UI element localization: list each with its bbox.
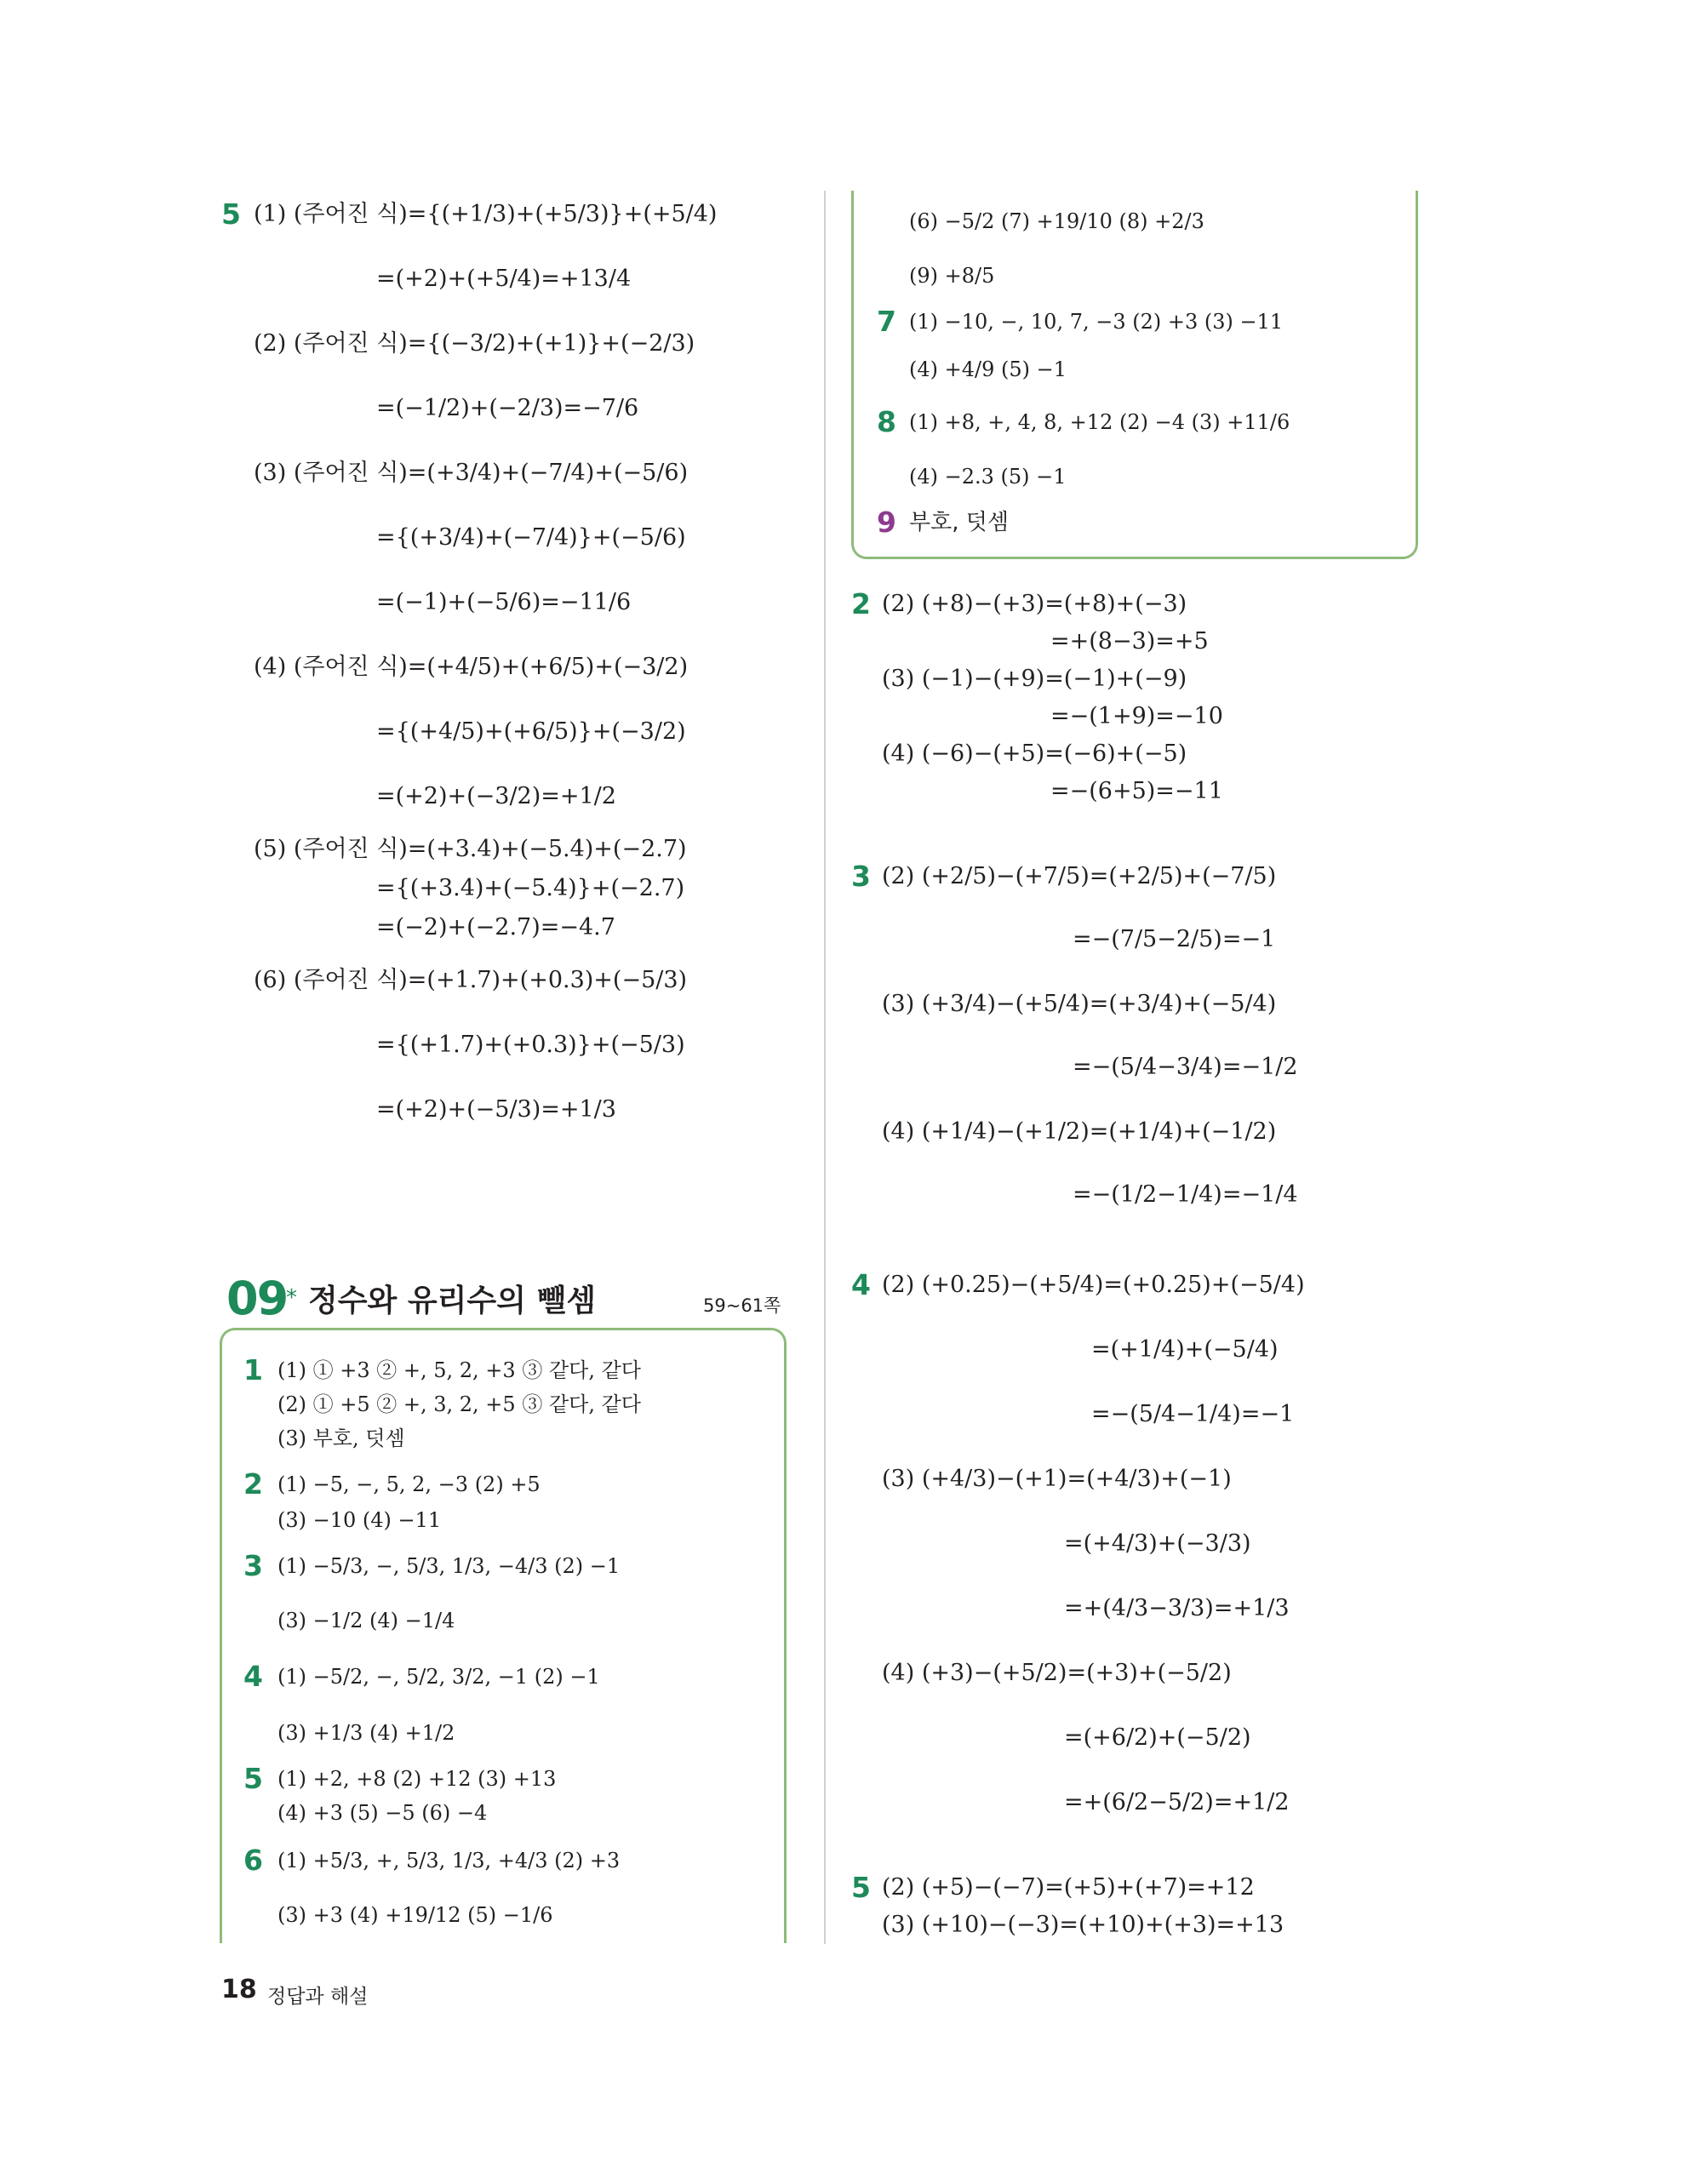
solution-line: (2) (주어진 식)={(−3/2)+(+1)}+(−2/3) [254,330,695,357]
solution-line: (2) (+0.25)−(+5/4)=(+0.25)+(−5/4) [882,1272,1305,1298]
problem-number: 2 [243,1467,263,1501]
solution-line: =(−1/2)+(−2/3)=−7/6 [376,395,639,421]
solution-line: =(+4/3)+(−3/3) [1064,1530,1251,1557]
solution-line: =(+2)+(+5/4)=+13/4 [376,266,632,292]
solution-line: =−(7/5−2/5)=−1 [1073,926,1276,952]
answer-line: (3) 부호, 덧셈 [277,1426,405,1450]
solution-line: (3) (−1)−(+9)=(−1)+(−9) [882,666,1187,692]
problem-number: 9 [877,506,896,539]
answer-line: (1) ① +3 ② +, 5, 2, +3 ③ 같다, 같다 [277,1358,641,1382]
answer-line: (1) +8, +, 4, 8, +12 (2) −4 (3) +11/6 [909,410,1290,434]
answer-line: (3) +1/3 (4) +1/2 [277,1721,455,1745]
solution-line: (3) (+10)−(−3)=(+10)+(+3)=+13 [882,1912,1284,1938]
problem-number: 3 [243,1549,263,1582]
section-title: 정수와 유리수의 뺄셈 [308,1284,597,1318]
page-number: 18 [221,1975,257,2004]
section-number: 09 [226,1272,288,1325]
answer-line: (2) ① +5 ② +, 3, 2, +5 ③ 같다, 같다 [277,1392,641,1416]
solution-line: =(−2)+(−2.7)=−4.7 [376,914,615,940]
solution-line: (4) (+1/4)−(+1/2)=(+1/4)+(−1/2) [882,1118,1277,1145]
solution-line: =(+2)+(−3/2)=+1/2 [376,783,616,809]
problem-number: 8 [877,405,896,438]
problem-number: 2 [851,587,871,620]
section-star-icon: * [286,1285,297,1311]
solution-line: ={(+3.4)+(−5.4)}+(−2.7) [376,875,685,901]
problem-number: 6 [243,1844,263,1877]
problem-number: 5 [851,1871,871,1904]
problem-number: 1 [243,1353,263,1386]
solution-line: (4) (−6)−(+5)=(−6)+(−5) [882,740,1187,767]
solution-line: =+(6/2−5/2)=+1/2 [1064,1789,1290,1815]
solution-line: (2) (+8)−(+3)=(+8)+(−3) [882,591,1187,617]
solution-line: ={(+1.7)+(+0.3)}+(−5/3) [376,1032,685,1058]
solution-line: =(−1)+(−5/6)=−11/6 [376,589,632,615]
solution-line: =−(6+5)=−11 [1050,778,1223,804]
solution-line: =(+6/2)+(−5/2) [1064,1724,1251,1751]
solution-line: (3) (주어진 식)=(+3/4)+(−7/4)+(−5/6) [254,460,689,486]
solution-line: =(+2)+(−5/3)=+1/3 [376,1096,616,1123]
problem-number: 5 [221,197,241,231]
solution-line: (4) (주어진 식)=(+4/5)+(+6/5)+(−3/2) [254,654,689,680]
solution-line: (5) (주어진 식)=(+3.4)+(−5.4)+(−2.7) [254,836,687,862]
solution-line: =+(4/3−3/3)=+1/3 [1064,1595,1290,1621]
column-divider [824,191,826,1944]
answer-line: (3) −1/2 (4) −1/4 [277,1609,455,1632]
solution-line: (2) (+5)−(−7)=(+5)+(+7)=+12 [882,1874,1255,1901]
answer-line: (9) +8/5 [909,264,995,288]
answer-line: (6) −5/2 (7) +19/10 (8) +2/3 [909,209,1204,233]
solution-line: (1) (주어진 식)={(+1/3)+(+5/3)}+(+5/4) [254,201,718,227]
section-pages: 59~61쪽 [703,1295,781,1316]
problem-number: 5 [243,1762,263,1795]
solution-line: =(+1/4)+(−5/4) [1091,1336,1279,1363]
problem-number: 3 [851,860,871,893]
problem-number: 7 [877,305,896,338]
solution-line: =−(1+9)=−10 [1050,703,1223,729]
solution-line: ={(+3/4)+(−7/4)}+(−5/6) [376,524,686,551]
solution-line: =−(5/4−3/4)=−1/2 [1073,1054,1298,1080]
answer-line: (3) −10 (4) −11 [277,1508,442,1532]
solution-line: ={(+4/5)+(+6/5)}+(−3/2) [376,718,686,745]
answer-line: (1) −5/2, −, 5/2, 3/2, −1 (2) −1 [277,1665,600,1689]
problem-number: 4 [851,1268,871,1301]
answer-line: (1) −10, −, 10, 7, −3 (2) +3 (3) −11 [909,310,1284,334]
solution-line: (6) (주어진 식)=(+1.7)+(+0.3)+(−5/3) [254,967,688,993]
answer-line: (1) −5, −, 5, 2, −3 (2) +5 [277,1472,541,1496]
answer-line: (3) +3 (4) +19/12 (5) −1/6 [277,1903,553,1927]
solution-line: (3) (+3/4)−(+5/4)=(+3/4)+(−5/4) [882,991,1277,1017]
footer-label: 정답과 해설 [267,1986,369,2008]
solution-line: =+(8−3)=+5 [1050,628,1209,655]
solution-line: (4) (+3)−(+5/2)=(+3)+(−5/2) [882,1660,1232,1686]
solution-line: (2) (+2/5)−(+7/5)=(+2/5)+(−7/5) [882,863,1277,889]
answer-line: 부호, 덧셈 [909,510,1009,535]
solution-line: =−(5/4−1/4)=−1 [1091,1401,1295,1427]
answer-line: (4) +3 (5) −5 (6) −4 [277,1801,488,1825]
answer-line: (1) +5/3, +, 5/3, 1/3, +4/3 (2) +3 [277,1849,621,1872]
answer-line: (1) −5/3, −, 5/3, 1/3, −4/3 (2) −1 [277,1554,621,1578]
solution-line: =−(1/2−1/4)=−1/4 [1073,1181,1298,1208]
solution-line: (3) (+4/3)−(+1)=(+4/3)+(−1) [882,1466,1232,1492]
answer-line: (4) +4/9 (5) −1 [909,357,1067,381]
answer-line: (1) +2, +8 (2) +12 (3) +13 [277,1767,557,1791]
answer-line: (4) −2.3 (5) −1 [909,465,1067,489]
problem-number: 4 [243,1660,263,1693]
